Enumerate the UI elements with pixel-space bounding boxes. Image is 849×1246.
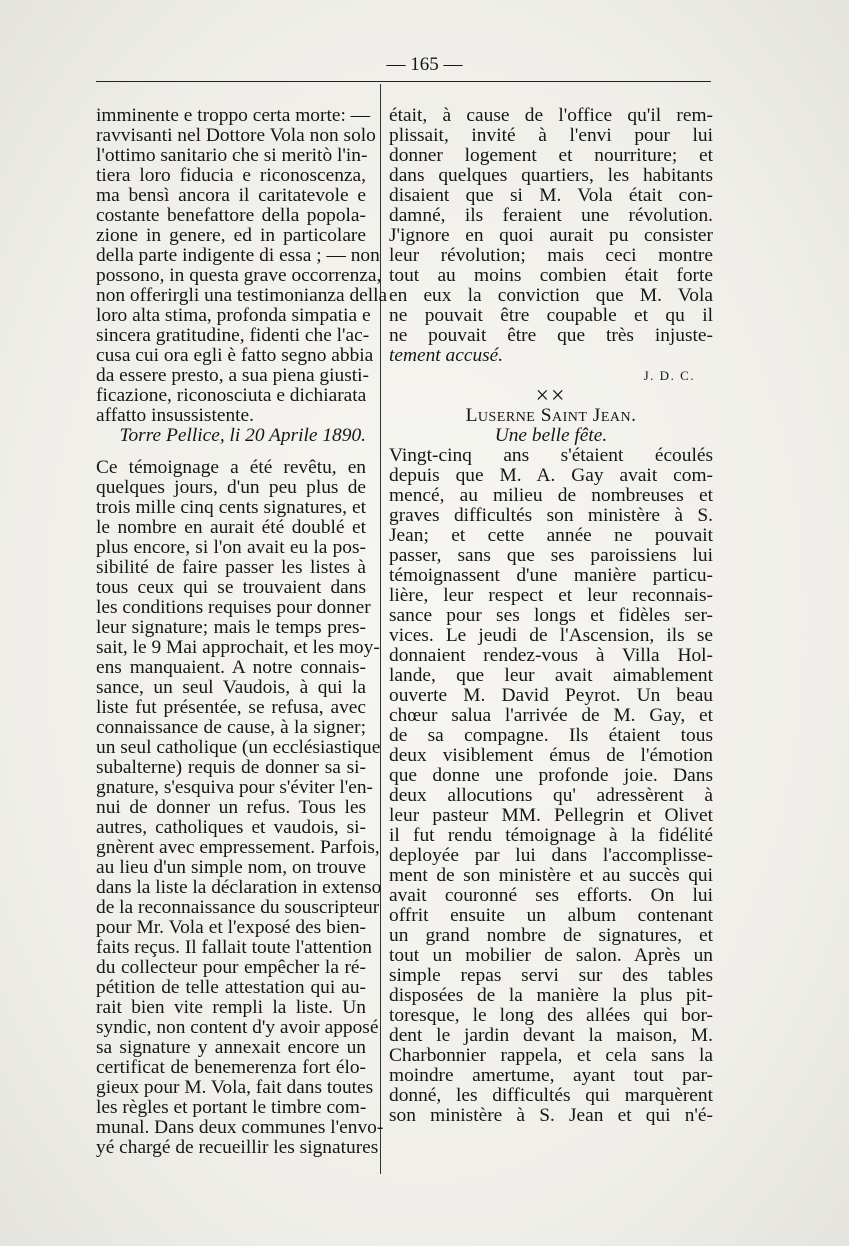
text-line: Charbonnier rappela, et cela sans la [389,1045,713,1066]
text-line: ne pouvait être coupable et qu il [389,305,713,326]
page-number: — 165 — [386,54,463,75]
text-line: Vingt-cinq ans s'étaient écoulés [389,445,713,466]
text-line: passer, sans que ses paroissiens lui [389,545,713,566]
text-line: tout au moins combien était forte [389,265,713,286]
text-line: disposées de la manière la plus pit- [389,985,713,1006]
text-line: yé chargé de recueillir les signatures [96,1137,379,1158]
column-divider [380,84,381,1174]
text-line: plissait, invité à l'envi pour lui [389,125,713,146]
text-line: Une belle fête. [494,425,608,446]
text-line: zione in genere, ed in particolare [96,225,366,246]
text-line: plus encore, si l'on avait eu la pos- [96,537,366,558]
text-line: moindre amertume, ayant tout par- [389,1065,713,1086]
text-line: donner logement et nourriture; et [389,145,713,166]
text-line: subalterne) requis de donner sa si- [96,757,366,778]
text-line: disaient que si M. Vola était con- [389,185,713,206]
text-line: loro alta stima, profonda simpatia e [96,305,371,326]
text-line: lande, que leur avait aimablement [389,665,713,686]
text-line: en eux la conviction que M. Vola [389,285,713,306]
text-line: non offerirgli una testimonianza della [96,285,388,306]
text-line: ens manquaient. A notre connais- [96,657,366,678]
text-line: de la reconnaissance du souscripteur [96,897,380,918]
text-line: della parte indigente di essa ; — non [96,245,380,266]
text-line: costante benefattore della popola- [96,205,366,226]
text-line: donné, les difficultés qui marquèrent [389,1085,713,1106]
text-line: affatto insussistente. [96,405,254,426]
text-line: faits reçus. Il fallait toute l'attention [96,937,372,958]
text-line: donnaient rendez-vous à Villa Hol- [389,645,713,666]
left-column [96,105,388,1158]
text-line: mencé, au milieu de nombreuses et [389,485,713,506]
text-line: Luserne Saint Jean. [465,405,637,426]
text-line: syndic, non content d'y avoir apposé [96,1017,379,1038]
text-line: Torre Pellice, li 20 Aprile 1890. [119,425,366,446]
text-line: deux allocutions qu' adressèrent à [389,785,713,806]
text-line: du collecteur pour empêcher la ré- [96,957,366,978]
text-line: au lieu d'un simple nom, on trouve [96,857,366,878]
text-line: Jean; et cette année ne pouvait [389,525,713,546]
text-line: ficazione, riconosciuta e dichiarata [96,385,367,406]
text-line: gnèrent avec empressement. Parfois, [96,837,380,858]
text-line: certificat de benemerenza fort élo- [96,1057,366,1078]
text-line: leur signature; mais le temps pres- [96,617,366,638]
text-line: quelques jours, d'un peu plus de [96,477,366,498]
text-line: nui de donner un refus. Tous les [96,797,366,818]
text-line: dent le jardin devant la maison, M. [389,1025,713,1046]
text-line: avait couronné ses efforts. On lui [389,885,713,906]
text-line: depuis que M. A. Gay avait com- [389,465,713,486]
text-line: leur révolution; mais ceci montre [389,245,713,266]
text-line: toresque, le long des allées qui bor- [389,1005,713,1026]
text-line: deux visiblement émus de l'émotion [389,745,713,766]
text-line: deployée par lui dans l'accomplisse- [389,845,713,866]
text-line: autres, catholiques et vaudois, si- [96,817,366,838]
text-line: ne pouvait être que très injuste- [389,325,713,346]
text-line: lière, leur respect et leur reconnais- [389,585,713,606]
text-line: trois mille cinq cents signatures, et [96,497,366,518]
text-line: gieux pour M. Vola, fait dans toutes [96,1077,374,1098]
text-line: Ce témoignage a été revêtu, en [96,457,366,478]
text-line: simple repas servi sur des tables [389,965,713,986]
text-line: de sa compagne. Ils étaient tous [389,725,713,746]
text-line: ment de son ministère et au succès qui [389,865,713,886]
text-line: graves difficultés son ministère à S. [389,505,713,526]
text-line: gnature, s'esquiva pour s'éviter l'en- [96,777,374,798]
text-line: dans quelques quartiers, les habitants [389,165,713,186]
text-line: tement accusé. [389,345,504,366]
text-line: leur pasteur MM. Pellegrin et Olivet [389,805,713,826]
text-line: da essere presto, a sua piena giusti- [96,365,369,386]
text-line: ma bensì ancora il caritatevole e [96,185,366,206]
text-line: ×× [535,383,567,409]
text-line: témoignassent d'une manière particu- [389,565,713,586]
header-rule [96,81,711,82]
text-line: sa signature y annexait encore un [96,1037,366,1058]
text-line: ouverte M. David Peyrot. Un beau [389,685,713,706]
text-line: sincera gratitudine, fidenti che l'ac- [96,325,370,346]
text-line: un grand nombre de signatures, et [389,925,713,946]
text-line: ravvisanti nel Dottore Vola non solo [96,125,376,146]
text-line: tous ceux qui se trouvaient dans [96,577,366,598]
text-line: sait, le 9 Mai approchait, et les moy- [96,637,380,658]
text-line: le nombre en aurait été doublé et [96,517,366,538]
text-line: offrit ensuite un album contenant [389,905,713,926]
text-line: liste fut présentée, se refusa, avec [96,697,366,718]
text-line: il fut rendu témoignage à la fidélité [389,825,713,846]
text-line: sibilité de faire passer les listes à [96,557,366,578]
text-line: dans la liste la déclaration in extenso [96,877,382,898]
text-line: possono, in questa grave occorrenza, [96,265,382,286]
text-line: les règles et portant le timbre com- [96,1097,367,1118]
text-line: sance pour ses longs et fidèles ser- [389,605,713,626]
text-line: pour Mr. Vola et l'exposé des bien- [96,917,366,938]
text-line: tout un mobilier de salon. Après un [389,945,713,966]
text-line: les conditions requises pour donner [96,597,371,618]
right-column [389,106,713,1126]
text-line: cusa cui ora egli è fatto segno abbia [96,345,374,366]
text-line: J. D. C. [643,368,695,383]
text-line: son ministère à S. Jean et qui n'é- [389,1105,713,1126]
text-line: connaissance de cause, à la signer; [96,717,366,738]
text-line: l'ottimo sanitario che si meritò l'in- [96,145,368,166]
text-line: J'ignore en quoi aurait pu consister [389,225,713,246]
text-line: était, à cause de l'office qu'il rem- [389,105,713,126]
text-line: sance, un seul Vaudois, à qui la [96,677,366,698]
text-line: pétition de telle attestation qui au- [96,977,366,998]
text-line: damné, ils feraient une révolution. [389,205,713,226]
text-line: chœur salua l'arrivée de M. Gay, et [389,705,713,726]
text-line: rait bien vite rempli la liste. Un [96,997,366,1018]
text-line: tiera loro fiducia e riconoscenza, [96,165,366,186]
text-line: que donne une profonde joie. Dans [389,765,713,786]
text-line: vices. Le jeudi de l'Ascension, ils se [389,625,713,646]
text-line: un seul catholique (un ecclésiastique [96,737,381,758]
text-line: imminente e troppo certa morte: — [96,105,371,126]
text-line: munal. Dans deux communes l'envo- [96,1117,384,1138]
